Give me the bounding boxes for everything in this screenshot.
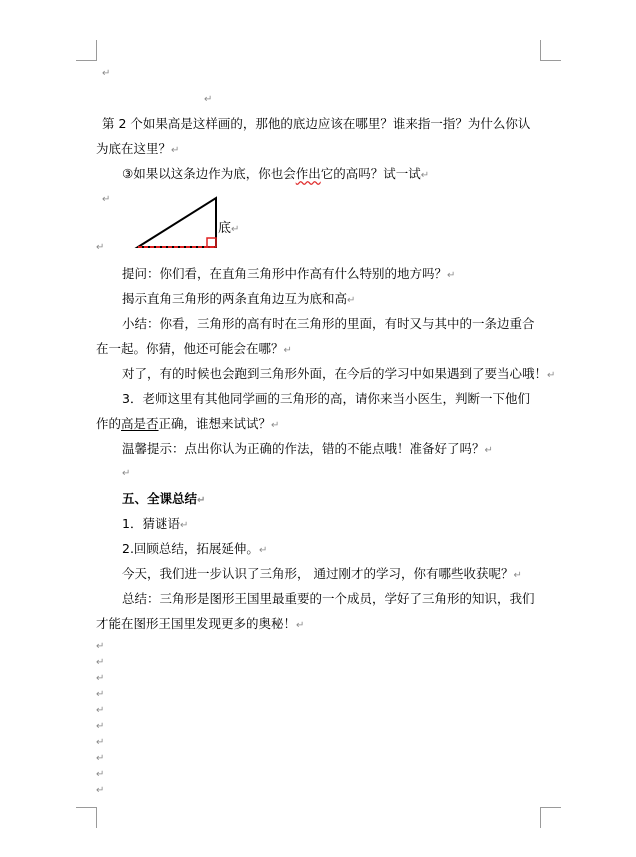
paragraph-mark: ↵ bbox=[347, 295, 356, 306]
triangle-outline bbox=[138, 198, 216, 247]
underlined-text: 高是否 bbox=[121, 416, 159, 431]
paragraph-mark: ↵ bbox=[447, 270, 456, 281]
section-heading: 五、全课总结↵ bbox=[122, 491, 206, 506]
paragraph-line: 在一起。你猜，他还可能会在哪？↵ bbox=[96, 341, 292, 356]
paragraph-mark: ↵ bbox=[258, 545, 268, 556]
crop-mark-top-right bbox=[540, 40, 561, 61]
paragraph-line: 对了，有的时候也会跑到三角形外面，在今后的学习中如果遇到了要当心哦！↵ bbox=[122, 366, 556, 381]
paragraph-line: 作的高是否正确，谁想来试试？↵ bbox=[96, 416, 280, 431]
paragraph-mark: ↵ bbox=[271, 420, 280, 431]
paragraph-mark: ↵ bbox=[484, 445, 493, 456]
paragraph-line: 提问：你们看，在直角三角形中作高有什么特别的地方吗？↵ bbox=[122, 266, 456, 281]
paragraph-line: 2.回顾总结，拓展延伸。↵ bbox=[122, 541, 268, 556]
paragraph-mark: ↵ bbox=[197, 495, 206, 506]
paragraph-line: 第 2 个如果高是这样画的，那他的底边应该在哪里？谁来指一指？为什么你认 bbox=[102, 116, 531, 131]
paragraph-mark: ↵ bbox=[296, 620, 305, 631]
paragraph-line: 今天，我们进一步认识了三角形， 通过刚才的学习，你有哪些收获呢？↵ bbox=[122, 566, 522, 581]
paragraph-mark: ↵ bbox=[171, 145, 180, 156]
paragraph-mark: ↵ bbox=[204, 94, 213, 105]
paragraph-line: 揭示直角三角形的两条直角边互为底和高↵ bbox=[122, 291, 356, 306]
triangle-label: 底↵ bbox=[218, 221, 240, 236]
right-triangle-figure bbox=[130, 192, 230, 252]
paragraph-line: 1．猜谜语↵ bbox=[122, 516, 189, 531]
paragraph-line: 温馨提示：点出你认为正确的作法，错的不能点哦！准备好了吗？↵ bbox=[122, 441, 493, 456]
paragraph-line: 才能在图形王国里发现更多的奥秘！↵ bbox=[96, 616, 305, 631]
paragraph-mark: ↵ bbox=[231, 224, 240, 235]
paragraph-mark: ↵ bbox=[96, 737, 105, 748]
crop-mark-top-left bbox=[76, 40, 97, 61]
paragraph-line: 3．老师这里有其他同学画的三角形的高，请你来当小医生，判断一下他们 bbox=[122, 391, 530, 406]
spellcheck-underlined-text: 作出 bbox=[295, 166, 321, 181]
paragraph-mark: ↵ bbox=[96, 753, 105, 764]
paragraph-mark: ↵ bbox=[96, 705, 105, 716]
paragraph-line: 小结：你看，三角形的高有时在三角形的里面，有时又与其中的一条边重合 bbox=[122, 316, 535, 331]
paragraph-mark: ↵ bbox=[96, 242, 105, 253]
paragraph-line: 总结：三角形是图形王国里最重要的一个成员，学好了三角形的知识，我们 bbox=[122, 591, 535, 606]
paragraph-mark: ↵ bbox=[96, 769, 105, 780]
paragraph-mark: ↵ bbox=[547, 370, 556, 381]
paragraph-mark: ↵ bbox=[102, 68, 111, 79]
paragraph-mark: ↵ bbox=[96, 641, 105, 652]
paragraph-mark: ↵ bbox=[283, 345, 292, 356]
paragraph-mark: ↵ bbox=[179, 520, 189, 531]
paragraph-mark: ↵ bbox=[122, 468, 131, 479]
crop-mark-bottom-left bbox=[76, 807, 97, 828]
paragraph-mark: ↵ bbox=[96, 785, 105, 796]
paragraph-mark: ↵ bbox=[102, 194, 111, 205]
crop-mark-bottom-right bbox=[540, 807, 561, 828]
paragraph-mark: ↵ bbox=[513, 570, 522, 581]
paragraph-mark: ↵ bbox=[96, 673, 105, 684]
paragraph-mark: ↵ bbox=[420, 170, 430, 181]
paragraph-mark: ↵ bbox=[96, 657, 105, 668]
right-angle-marker bbox=[207, 238, 216, 247]
paragraph-line: ③如果以这条边作为底，你也会作出它的高吗？试一试↵ bbox=[122, 166, 430, 181]
paragraph-mark: ↵ bbox=[96, 689, 105, 700]
paragraph-mark: ↵ bbox=[96, 721, 105, 732]
paragraph-line: 为底在这里？↵ bbox=[96, 141, 180, 156]
